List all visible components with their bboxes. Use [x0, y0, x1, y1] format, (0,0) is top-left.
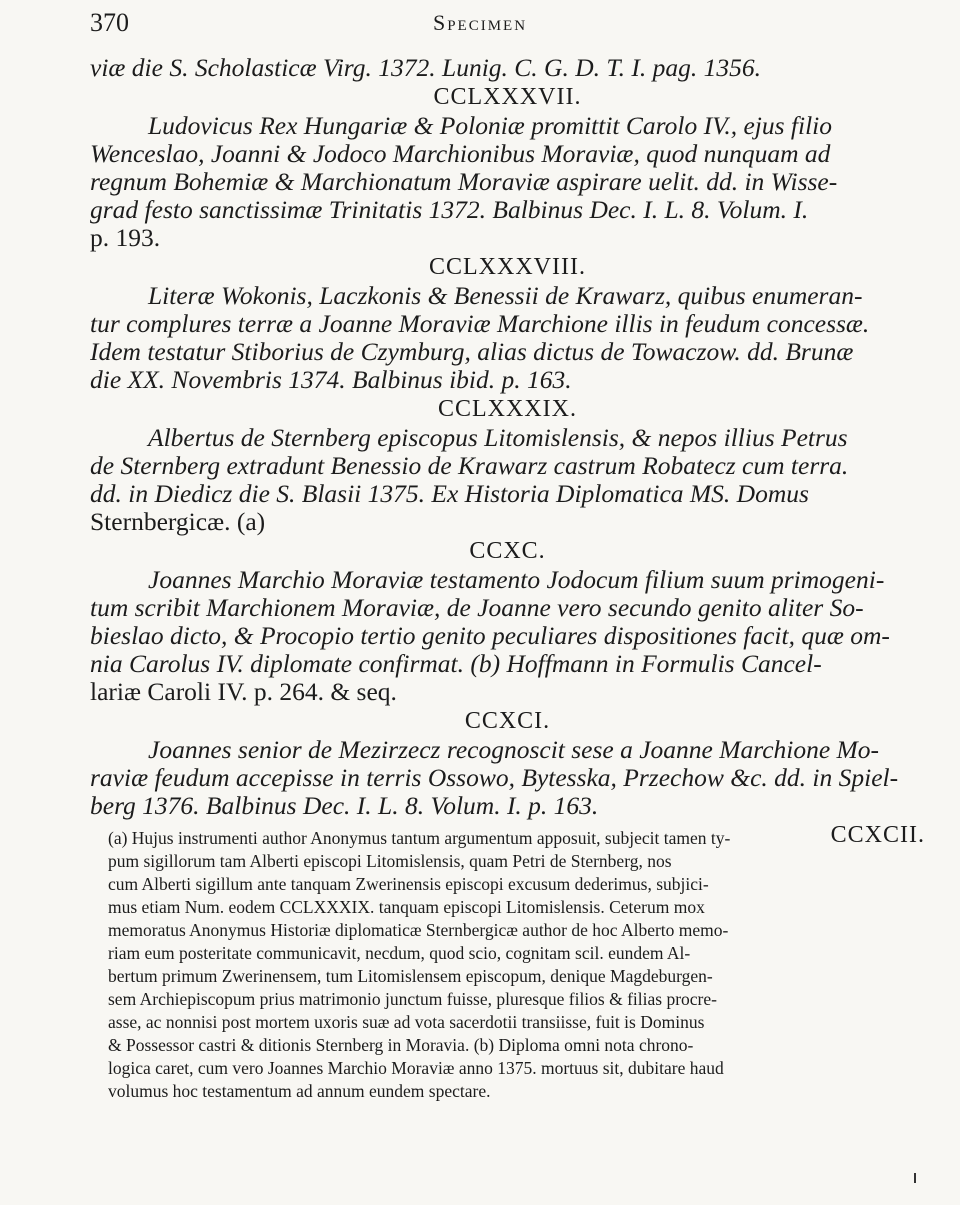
text-line: dd. in Diedicz die S. Blasii 1375. Ex Historia Diplomatica MS. Domus [90, 480, 809, 508]
text-line: regnum Bohemiæ & Marchionatum Moraviæ aspirare uelit. dd. in Wisse- [90, 168, 838, 196]
text-line: raviæ feudum accepisse in terris Ossowo, Bytesska, Przechow &c. dd. in Spiel- [90, 764, 899, 792]
footnote-line: (a) Hujus instrumenti author Anonymus tantum argumentum apposuit, subjecit tamen ty- [108, 828, 731, 848]
footnotes [108, 827, 923, 1103]
text-line: Ludovicus Rex Hungariæ & Poloniæ promittit Carolo IV., ejus filio [148, 112, 833, 140]
footnote-line: mus etiam Num. eodem CCLXXXIX. tanquam episcopi Litomislensis. Ceterum mox [108, 897, 705, 917]
page-header [90, 8, 870, 38]
page-number: 370 [90, 8, 129, 37]
text-line: viæ die S. Scholasticæ Virg. 1372. Lunig. C. G. D. T. I. pag. 1356. [90, 54, 762, 82]
footnote-line: & Possessor castri & ditionis Sternberg in Moravia. (b) Diploma omni nota chrono- [108, 1035, 694, 1055]
text-line: lariæ Caroli IV. p. 264. & seq. [90, 678, 397, 706]
footnote-line: riam eum posteritate communicavit, necdum, quod scio, cognitam scil. eundem Al- [108, 943, 691, 963]
footnote-line: bertum primum Zwerinensem, tum Litomislensem episcopum, denique Magdeburgen- [108, 966, 713, 986]
text-line: bieslao dicto, & Procopio tertio genito peculiares dispositiones facit, quæ om- [90, 622, 890, 650]
text-line: Wenceslao, Joanni & Jodoco Marchionibus Moraviæ, quod nunquam ad [90, 140, 831, 168]
footnote-line: volumus hoc testamentum ad annum eundem spectare. [108, 1081, 491, 1101]
entry-numeral: CCLXXXVIII. [429, 254, 586, 280]
text-line: de Sternberg extradunt Benessio de Krawarz castrum Robatecz cum terra. [90, 452, 849, 480]
entry-numeral: CCLXXXVII. [433, 84, 582, 110]
text-line: nia Carolus IV. diplomate confirmat. (b) Hoffmann in Formulis Cancel- [90, 650, 822, 678]
footnote-line: pum sigillorum tam Alberti episcopi Litomislensis, quam Petri de Sternberg, nos [108, 851, 672, 871]
text-line: Joannes senior de Mezirzecz recognoscit sese a Joanne Marchione Mo- [148, 736, 880, 764]
footnote-line: cum Alberti sigillum ante tanquam Zwerinensis episcopi excusum dederimus, subjici- [108, 874, 709, 894]
entry-numeral: CCLXXXIX. [438, 396, 577, 422]
text-line: grad festo sanctissimæ Trinitatis 1372. Balbinus Dec. I. L. 8. Volum. I. [90, 196, 809, 224]
text-line: Sternbergicæ. (a) [90, 508, 266, 536]
page-mark [914, 1173, 916, 1183]
footnote-line: logica caret, cum vero Joannes Marchio Moraviæ anno 1375. mortuus sit, dubitare haud [108, 1058, 724, 1078]
entry-numeral: CCXCII. [830, 822, 925, 848]
text-line: p. 193. [90, 224, 161, 252]
entry-numeral: CCXCI. [464, 708, 551, 734]
text-line: tur complures terræ a Joanne Moraviæ Marchione illis in feudum concessæ. [90, 310, 870, 338]
text-line: Literæ Wokonis, Laczkonis & Benessii de Krawarz, quibus enumeran- [148, 282, 863, 310]
entry-numeral: CCXC. [469, 538, 546, 564]
footnote-line: asse, ac nonnisi post mortem uxoris suæ ad vota sacerdotii transiisse, fuit is Dominus [108, 1012, 705, 1032]
text-line: Idem testatur Stiborius de Czymburg, alias dictus de Towaczow. dd. Brunæ [90, 338, 854, 366]
text-line: Joannes Marchio Moraviæ testamento Jodocum filium suum primogeni- [148, 566, 885, 594]
text-line: tum scribit Marchionem Moraviæ, de Joanne vero secundo genito aliter So- [90, 594, 864, 622]
text-line: Albertus de Sternberg episcopus Litomislensis, & nepos illius Petrus [148, 424, 848, 452]
footnote-line: sem Archiepiscopum prius matrimonio junctum fuisse, pluresque filios & filias procre- [108, 989, 717, 1009]
footnote-line: memoratus Anonymus Historiæ diplomaticæ Sternbergicæ author de hoc Alberto memo- [108, 920, 729, 940]
running-head: Specimen [432, 10, 528, 35]
main-text [90, 54, 925, 850]
text-line: berg 1376. Balbinus Dec. I. L. 8. Volum. I. p. 163. [90, 792, 599, 820]
text-line: die XX. Novembris 1374. Balbinus ibid. p. 163. [90, 366, 572, 394]
